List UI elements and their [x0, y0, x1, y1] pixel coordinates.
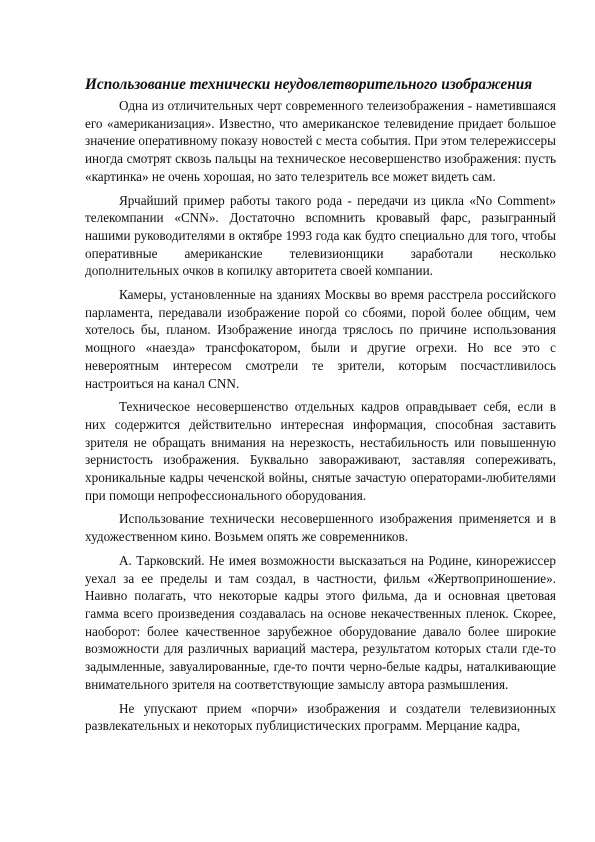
paragraph: А. Тарковский. Не имея возможности высказаться на Родине, кинорежиссер уехал за ее пределы и там создал, в частности, фильм «Жертвоприношение». Наивно полагать, что некоторые кадры этого фильма, да и основная цветовая гамма всего произведения создавалась на основе некачественных пленок. Скорее, наоборот: более качественное зарубежное оборудование давало более широкие возможности для различных вариаций мастера, результатом которых стали где-то задымленные, завуалированные, где-то почти черно-белые кадры, наталкивающие внимательного зрителя на соответствующие замыслу автора размышления.	[85, 552, 556, 692]
section-heading: Использование технически неудовлетворительного изображения	[85, 76, 533, 93]
paragraph: Использование технически несовершенного изображения применяется и в художественном кино. Возьмем опять же современников.	[85, 511, 556, 545]
paragraph: Одна из отличительных черт современного телеизображения - наметившаяся его «американизация». Известно, что американское телевидение придает большое значение оперативному показу новостей с места события. При этом телережиссеры иногда смотрят сквозь пальцы на техническое несовершенство изображения: пусть «картинка» не очень хорошая, но зато телезритель все может видеть сам.	[85, 98, 556, 184]
paragraph: Камеры, установленные на зданиях Москвы во время расстрела российского парламента, передавали изображение порой со сбоями, порой более общим, чем хотелось бы, планом. Изображение иногда тряслось по причине использования мощного «наезда» трансфокатором, были и другие огрехи. Но все это с невероятным интересом смотрели те зрители, которым посчастливилось настроиться на канал CNN.	[85, 287, 556, 391]
document-body	[85, 76, 556, 741]
paragraph: Не упускают прием «порчи» изображения и создатели телевизионных развлекательных и некоторых публицистических программ. Мерцание кадра,	[85, 700, 556, 734]
paragraph: Техническое несовершенство отдельных кадров оправдывает себя, если в них содержится действительно интересная информация, способная заставить зрителя не обращать внимания на нерезкость, нестабильность или повышенную зернистость изображения. Буквально завораживают, заставляя сопереживать, хроникальные кадры чеченской войны, снятые зачастую операторами-любителями при помощи непрофессионального оборудования.	[85, 399, 556, 503]
paragraph: Ярчайший пример работы такого рода - передачи из цикла «No Comment» телекомпании «CNN». Достаточно вспомнить кровавый фарс, разыгранный нашими руководителями в октябре 1993 года как будто специально для того, чтобы оперативные американские телевизионщики заработали несколько дополнительных очков в копилку авторитета своей компании.	[85, 192, 556, 279]
